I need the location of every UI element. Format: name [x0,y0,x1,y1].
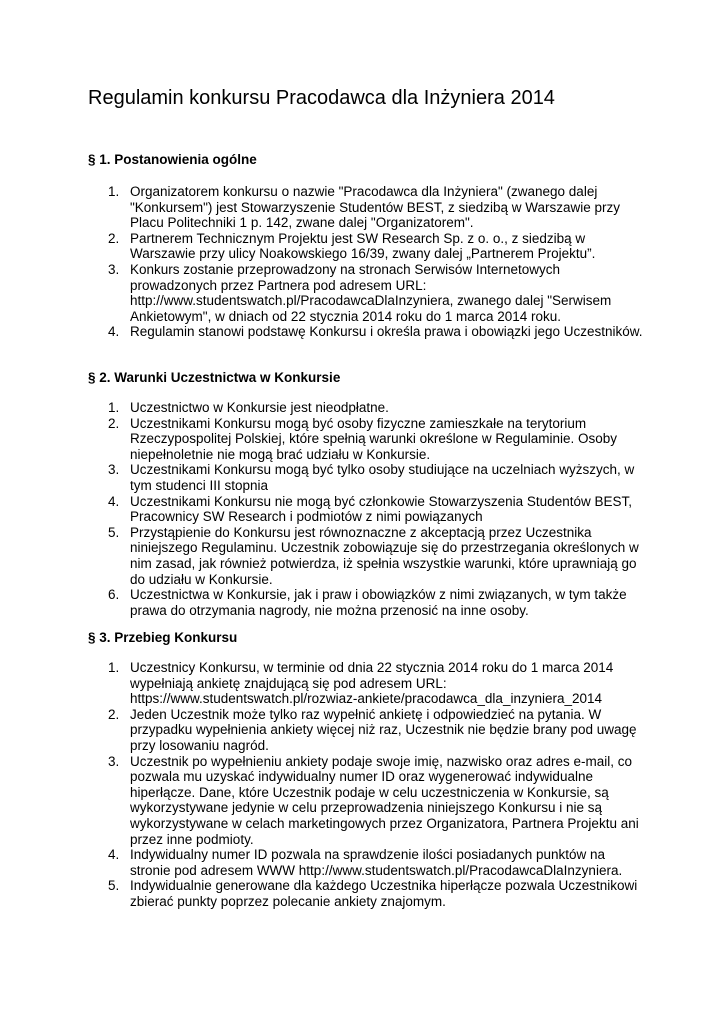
item-text: Uczestnikami Konkursu mogą być osoby fizyczne zamieszkałe na terytorium Rzeczypospolitej Polskiej, które spełnią warunki określone w Regulaminie. Osoby niepełnoletnie nie mogą brać udziału w Konkursie. [130,415,617,462]
item-number: 6. [108,587,120,603]
item-text: Uczestnik po wypełnieniu ankiety podaje swoje imię, nazwisko oraz adres e-mail, co pozwala mu uzyskać indywidualny numer ID oraz wygenerować indywidualne hiperłącze. Dane, które Uczestnik podaje w celu uczestniczenia w Konkursie, są wykorzystywane jedynie w celu przeprowadzenia niniejszego Konkursu i nie są wykorzystywane w celach marketingowych przez Organizatora, Partnera Projektu ani przez inne podmioty. [130,753,639,847]
item-text: Indywidualnie generowane dla każdego Uczestnika hiperłącze pozwala Uczestnikowi zbierać punkty poprzez polecanie ankiety znajomym. [130,878,638,909]
item-text: Przystąpienie do Konkursu jest równoznaczne z akceptacją przez Uczestnika niniejszego Regulaminu. Uczestnik zobowiązuje się do przestrzegania określonych w nim zasad, jak również potwierdza, iż spełnia wszystkie warunki, które uprawniają go do udziału w Konkursie. [130,524,639,587]
item-text: Regulamin stanowi podstawę Konkursu i określa prawa i obowiązki jego Uczestników. [130,324,643,340]
item-text: Jeden Uczestnik może tylko raz wypełnić ankietę i odpowiedzieć na pytania. W przypadku wypełnienia ankiety więcej niż raz, Uczestnik nie będzie brany pod uwagę przy losowaniu nagród. [130,706,637,753]
list-item [88,262,648,324]
list-item [88,400,648,416]
list-item [88,707,648,754]
list-item [88,660,648,707]
item-number: 5. [108,524,120,540]
item-number: 5. [108,878,120,894]
item-text: Partnerem Technicznym Projektu jest SW Research Sp. z o. o., z siedzibą w Warszawie przy ulicy Noakowskiego 16/39, zwany dalej „Partnerem Projektu”. [130,230,596,262]
item-number: 1. [108,184,120,199]
item-text: Uczestnictwo w Konkursie jest nieodpłatne. [130,400,389,415]
list-item [88,494,648,525]
item-number: 2. [108,415,120,431]
list-item [88,324,648,340]
section-1-list [88,184,648,340]
list-item [88,416,648,463]
list-item [88,231,648,262]
list-item [88,525,648,587]
item-number: 1. [108,400,120,415]
list-item [88,847,648,878]
document-title: Regulamin konkursu Pracodawca dla Inżyniera 2014 [88,87,555,109]
item-text: Uczestnikami Konkursu nie mogą być członkowie Stowarzyszenia Studentów BEST, Pracownicy SW Research i podmiotów z nimi powiązanych [130,493,632,525]
item-text: Konkurs zostanie przeprowadzony na stronach Serwisów Internetowych prowadzonych przez Partnera pod adresem URL: http://www.studentswatch.pl/PracodawcaDlaInzyniera, zwanego dalej "Serwisem Ankietowym", w dniach od 22 stycznia 2014 roku do 1 marca 2014 roku. [130,261,612,324]
item-number: 1. [108,660,120,675]
item-text: Uczestnicy Konkursu, w terminie od dnia 22 stycznia 2014 roku do 1 marca 2014 wypełniają ankietę znajdującą się pod adresem URL: https://www.studentswatch.pl/rozwiaz-ankiete/pracodawca_dla_inzyniera_2014 [130,660,614,707]
section-3-list [88,660,648,910]
item-text: Uczestnikami Konkursu mogą być tylko osoby studiujące na uczelniach wyższych, w tym studenci III stopnia [130,462,635,493]
item-number: 2. [108,706,120,722]
list-item [88,878,648,909]
item-number: 4. [108,493,120,509]
item-text: Uczestnictwa w Konkursie, jak i praw i obowiązków z nimi związanych, w tym także prawa do otrzymania nagrody, nie można przenosić na inne osoby. [130,587,627,618]
item-number: 4. [108,324,120,340]
section-heading-1: § 1. Postanowienia ogólne [88,152,257,167]
item-number: 4. [108,847,120,863]
list-item [88,587,648,618]
section-heading-3: § 3. Przebieg Konkursu [88,630,238,645]
item-number: 3. [108,753,120,769]
item-number: 3. [108,462,120,478]
item-text: Organizatorem konkursu o nazwie "Pracodawca dla Inżyniera" (zwanego dalej "Konkursem") jest Stowarzyszenie Studentów BEST, z siedzibą w Warszawie przy Placu Politechniki 1 p. 142, zwane dalej "Organizatorem". [130,184,621,231]
section-heading-2: § 2. Warunki Uczestnictwa w Konkursie [88,370,341,385]
item-number: 2. [108,230,120,246]
item-text: Indywidualny numer ID pozwala na sprawdzenie ilości posiadanych punktów na stronie pod adresem WWW http://www.studentswatch.pl/PracodawcaDlaInzyniera. [130,847,623,878]
list-item [88,184,648,231]
list-item [88,462,648,493]
item-number: 3. [108,261,120,277]
list-item [88,754,648,848]
section-2-list [88,400,648,618]
